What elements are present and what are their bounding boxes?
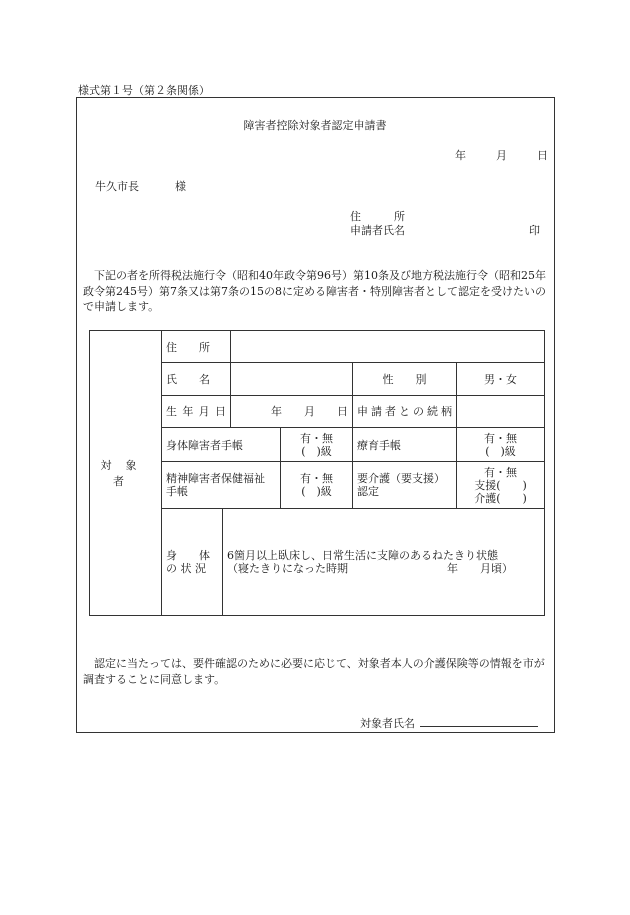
care-level-label: 要介護（要支援） 認定 <box>353 462 457 508</box>
care-level-options[interactable] <box>457 462 545 508</box>
date-year: 年 <box>455 149 466 162</box>
signature-line[interactable] <box>420 726 538 727</box>
consent-statement: 認定に当たっては、要件確認のために必要に応じて、対象者本人の介護保険等の情報を市が調査することに同意します。 <box>83 657 545 686</box>
applicant-name-line <box>350 222 540 238</box>
care-care: 介護( ) <box>474 491 527 505</box>
date-day: 日 <box>537 149 548 162</box>
subject-row-header: 対象者 <box>90 331 162 616</box>
condition-label: 身 体 の 状 況 <box>162 508 223 615</box>
application-statement: 下記の者を所得税法施行令（昭和40年政令第96号）第10条及び地方税法施行令（昭和25年政令第245号）第7条又は第7条の15の8に定める障害者・特別障害者として認定を受けたいので申請します。 <box>83 269 546 313</box>
mental-disability-label: 精神障害者保健福祉 手帳 <box>162 462 281 508</box>
subject-name-label: 対象者氏名 <box>360 717 415 730</box>
care-support: 支援( ) <box>474 478 527 492</box>
form-number: 様式第１号（第２条関係） <box>78 84 210 97</box>
physical-disability-label: 身体障害者手帳 <box>162 427 281 461</box>
condition-field[interactable] <box>223 508 545 615</box>
condition-period: （寝たきりになった時期 年 月頃） <box>227 561 513 575</box>
grade: ( )級 <box>301 485 332 499</box>
address-field[interactable] <box>231 331 545 363</box>
mental-disability-options[interactable] <box>281 462 353 508</box>
addressee <box>95 178 186 194</box>
relation-label: 申請者との続柄 <box>353 395 457 427</box>
birth-label: 生年月日 <box>162 395 231 427</box>
physical-disability-options[interactable] <box>281 427 353 461</box>
relation-field[interactable] <box>457 395 545 427</box>
gender-options[interactable]: 男・女 <box>457 363 545 395</box>
name-label: 氏 名 <box>162 363 231 395</box>
seal-mark: 印 <box>529 224 540 237</box>
birth-field[interactable]: 年 月 日 <box>231 395 353 427</box>
date-line <box>455 147 548 163</box>
addressee-honorific: 様 <box>175 180 186 193</box>
has-none: 有・無 <box>484 465 517 479</box>
form-title: 障害者控除対象者認定申請書 <box>243 119 387 132</box>
gender-label: 性 別 <box>353 363 457 395</box>
has-none: 有・無 <box>484 431 517 445</box>
subject-table <box>89 330 545 616</box>
applicant-address-label: 住 所 <box>350 210 405 223</box>
address-label: 住 所 <box>162 331 231 363</box>
grade: ( )級 <box>301 444 332 458</box>
applicant-name-label: 申請者氏名 <box>350 224 405 237</box>
addressee-name: 牛久市長 <box>95 180 139 193</box>
ryoiku-label: 療育手帳 <box>353 427 457 461</box>
name-field[interactable] <box>231 363 353 395</box>
date-month: 月 <box>496 149 507 162</box>
has-none: 有・無 <box>300 472 333 486</box>
ryoiku-options[interactable] <box>457 427 545 461</box>
grade: ( )級 <box>485 444 516 458</box>
condition-text: 6箇月以上臥床し、日常生活に支障のあるねたきり状態 <box>227 548 498 562</box>
has-none: 有・無 <box>300 431 333 445</box>
